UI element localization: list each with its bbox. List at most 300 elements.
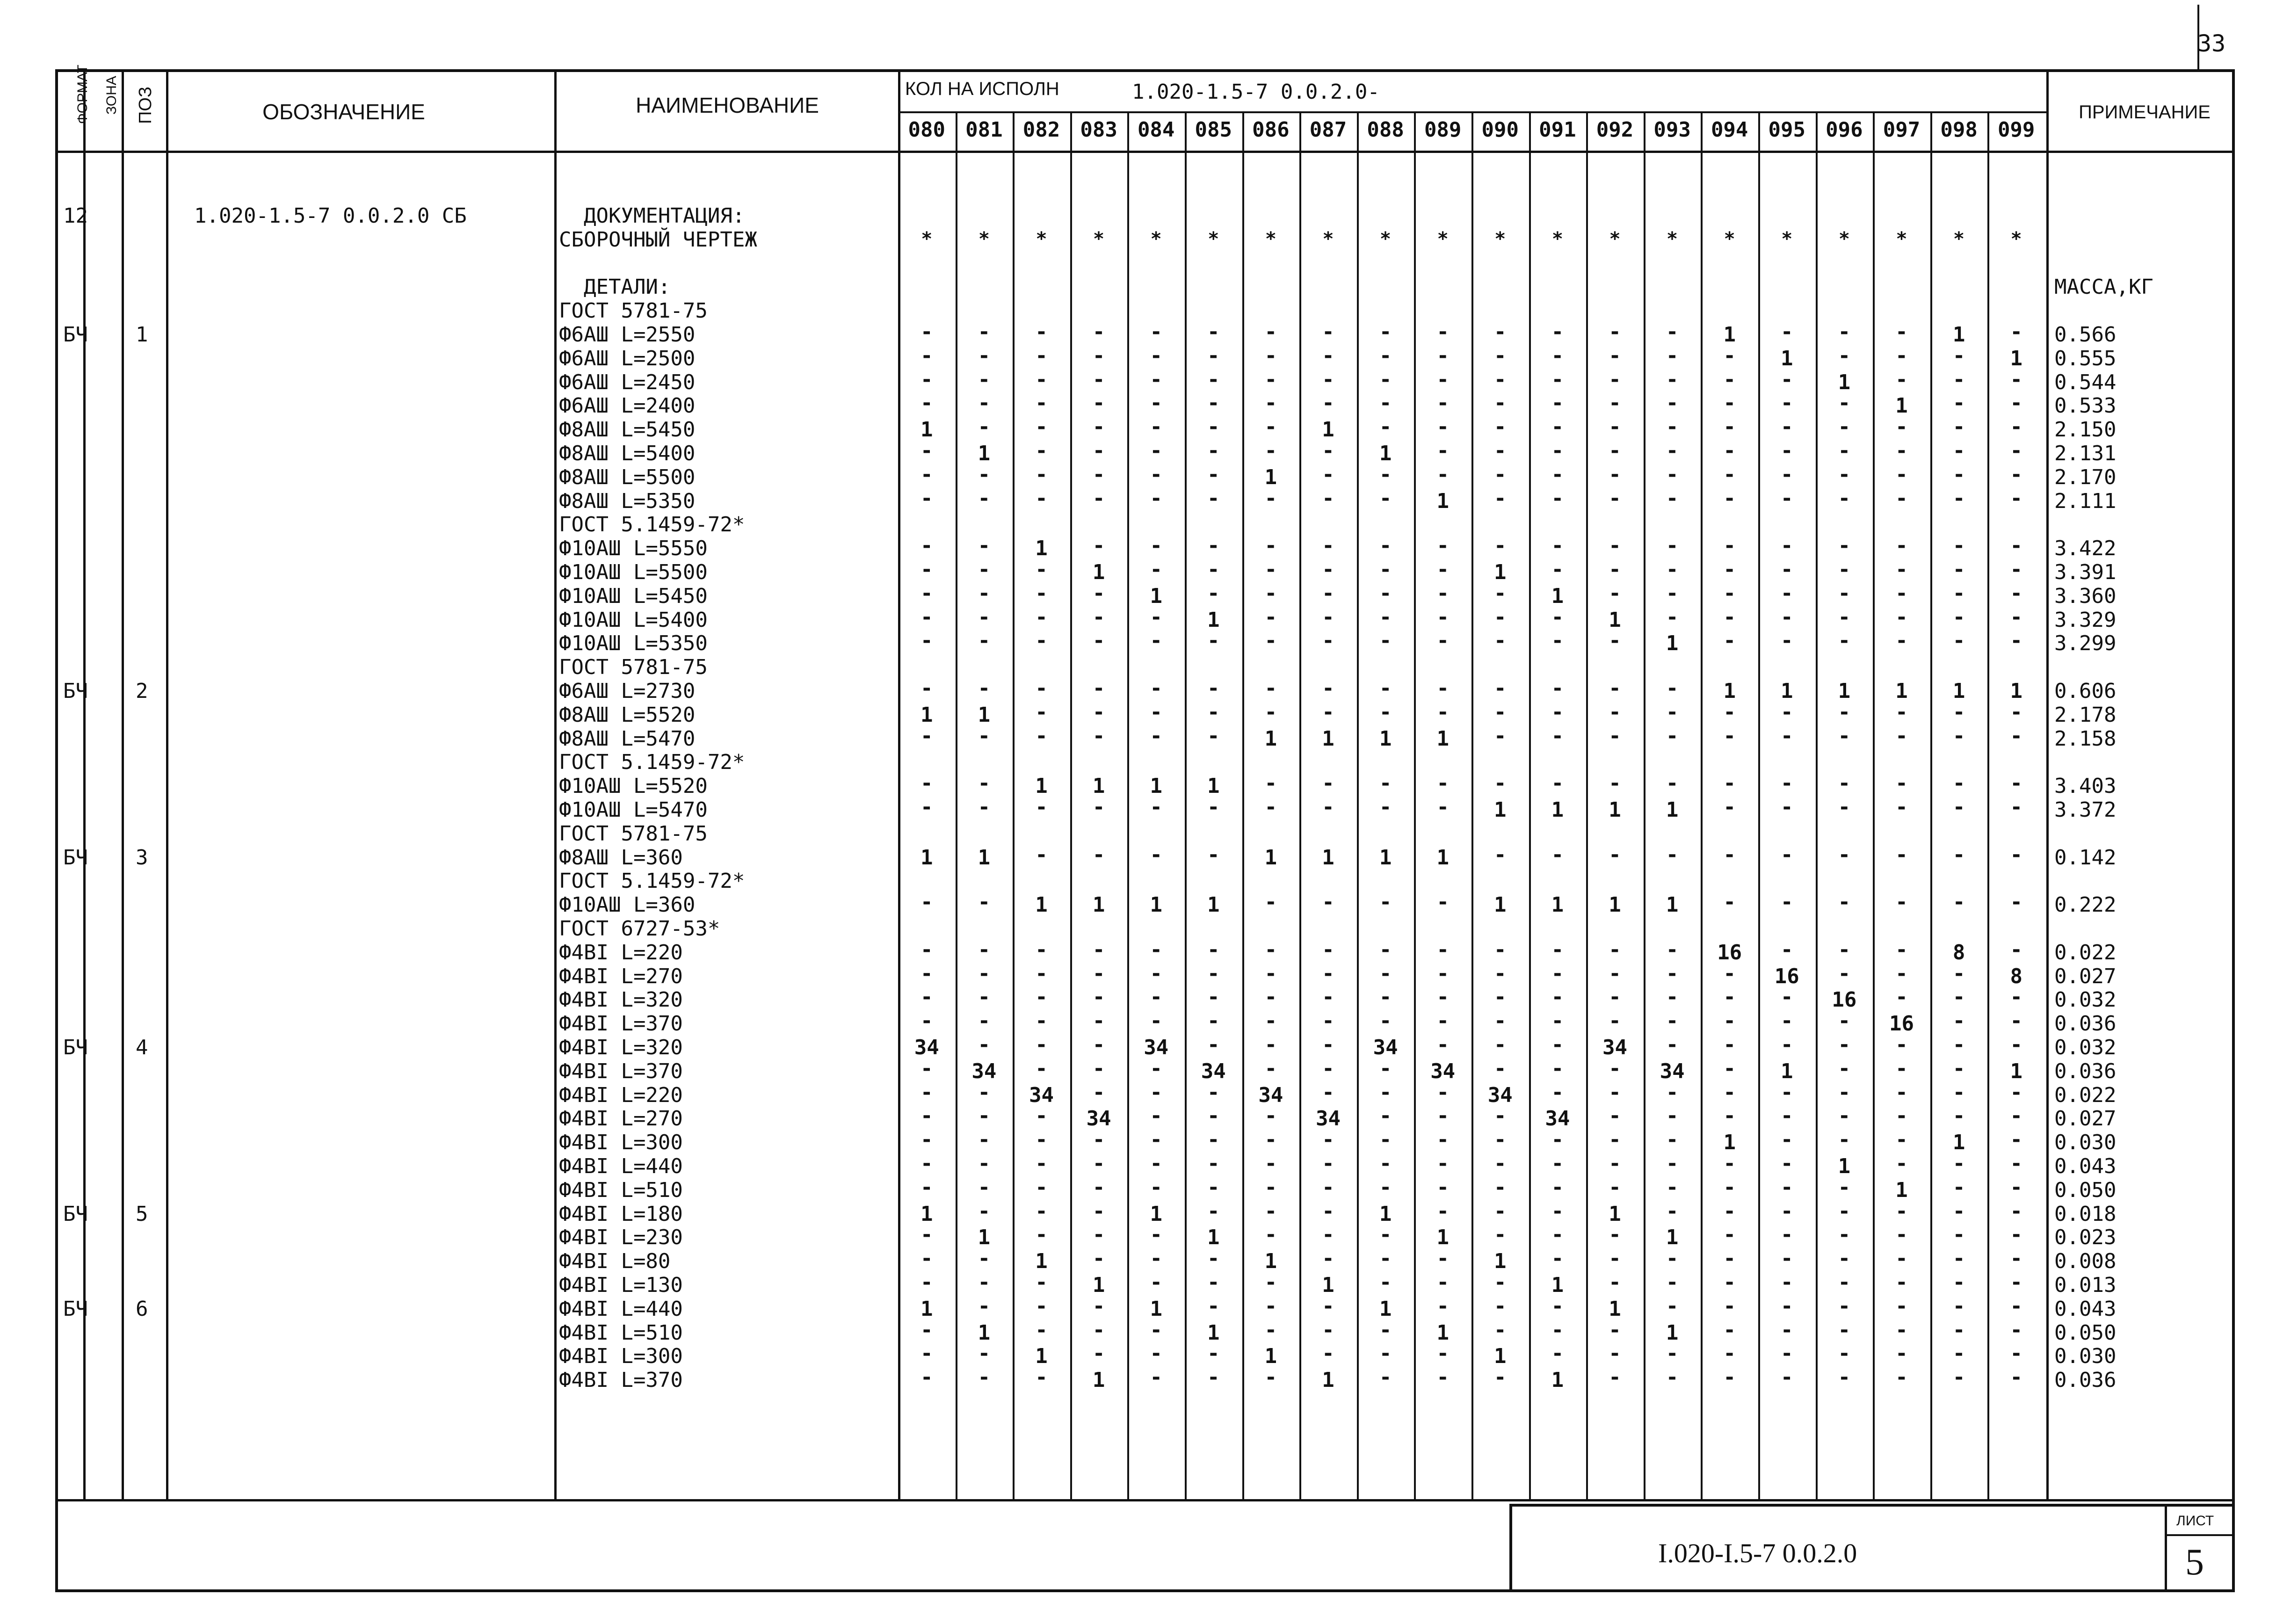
qty-cell-080: 1 bbox=[921, 1202, 933, 1226]
qty-cell-086: - bbox=[1264, 605, 1277, 629]
qty-cell-096: - bbox=[1838, 771, 1851, 796]
qty-cell-089: - bbox=[1436, 534, 1449, 558]
qty-cell-085: - bbox=[1207, 1247, 1220, 1271]
qty-cell-082: 1 bbox=[1035, 893, 1048, 917]
qty-cell-083: - bbox=[1092, 1056, 1105, 1080]
qty-cell-090: - bbox=[1494, 415, 1507, 439]
qty-cell-091: 1 bbox=[1551, 893, 1564, 917]
body-bottom bbox=[55, 1499, 2232, 1501]
header-zone: ЗОНА bbox=[104, 76, 119, 115]
qty-cell-083: - bbox=[1092, 1152, 1105, 1175]
variant-column-line bbox=[956, 111, 957, 1499]
qty-cell-092: - bbox=[1609, 1365, 1621, 1390]
qty-cell-087: - bbox=[1322, 391, 1334, 415]
qty-cell-086: - bbox=[1264, 676, 1277, 700]
qty-cell-086: - bbox=[1264, 937, 1277, 962]
qty-cell-085: - bbox=[1207, 676, 1220, 700]
qty-cell-084: 1 bbox=[1150, 1202, 1162, 1226]
qty-cell-084: - bbox=[1150, 1152, 1162, 1175]
qty-cell-082: 1 bbox=[1035, 536, 1048, 561]
qty-cell-082: - bbox=[1035, 1152, 1048, 1175]
qty-cell-098: 1 bbox=[1952, 323, 1965, 347]
qty-cell-091: 1 bbox=[1551, 1273, 1564, 1297]
qty-cell-080: 1 bbox=[921, 845, 933, 870]
qty-cell-093: - bbox=[1666, 1080, 1679, 1104]
qty-cell-083: 1 bbox=[1092, 1368, 1105, 1392]
qty-cell-088: - bbox=[1379, 1128, 1392, 1152]
qty-cell-088: 1 bbox=[1379, 1297, 1392, 1321]
qty-cell-088: - bbox=[1379, 1009, 1392, 1033]
qty-cell-090: 1 bbox=[1494, 560, 1507, 584]
qty-cell-086: * bbox=[1265, 228, 1276, 250]
row-name: Ф4BI L=320 bbox=[559, 1036, 683, 1059]
row-name: Ф10АШ L=5470 bbox=[559, 798, 708, 822]
qty-cell-093: - bbox=[1666, 676, 1679, 700]
qty-cell-090: - bbox=[1494, 605, 1507, 629]
row-name: Ф4BI L=440 bbox=[559, 1154, 683, 1178]
row-note-mass: 0.032 bbox=[2054, 988, 2117, 1012]
qty-cell-095: 16 bbox=[1774, 964, 1799, 988]
qty-cell-085: - bbox=[1207, 558, 1220, 581]
qty-cell-093: - bbox=[1666, 343, 1679, 368]
qty-cell-084: - bbox=[1150, 1128, 1162, 1152]
qty-cell-098: - bbox=[1952, 581, 1965, 605]
qty-cell-095: - bbox=[1781, 724, 1793, 748]
qty-cell-098: 1 bbox=[1952, 1131, 1965, 1155]
qty-cell-091: - bbox=[1551, 391, 1564, 415]
row-note-mass: 0.043 bbox=[2054, 1154, 2117, 1178]
qty-cell-085: - bbox=[1207, 343, 1220, 368]
qty-cell-082: - bbox=[1035, 486, 1048, 510]
qty-cell-088: - bbox=[1379, 890, 1392, 914]
qty-cell-092: - bbox=[1609, 629, 1621, 653]
variant-header-094: 094 bbox=[1711, 118, 1748, 142]
qty-cell-082: - bbox=[1035, 320, 1048, 344]
qty-cell-084: - bbox=[1150, 439, 1162, 463]
row-name: ГОСТ 5781-75 bbox=[559, 299, 708, 323]
qty-cell-087: - bbox=[1322, 534, 1334, 558]
qty-cell-080: - bbox=[921, 367, 933, 392]
qty-cell-093: - bbox=[1666, 439, 1679, 463]
qty-cell-094: - bbox=[1723, 462, 1736, 486]
qty-cell-092: - bbox=[1609, 937, 1621, 962]
row-note-mass: 0.027 bbox=[2054, 1107, 2117, 1131]
qty-cell-097: - bbox=[1895, 1341, 1908, 1366]
qty-cell-085: 1 bbox=[1207, 608, 1220, 632]
qty-cell-096: - bbox=[1838, 1128, 1851, 1152]
qty-cell-094: 1 bbox=[1723, 323, 1736, 347]
qty-cell-088: 1 bbox=[1379, 442, 1392, 465]
row-name: Ф8АШ L=5500 bbox=[559, 465, 696, 489]
qty-cell-092: - bbox=[1609, 367, 1621, 392]
qty-cell-095: - bbox=[1781, 700, 1793, 724]
qty-cell-093: - bbox=[1666, 605, 1679, 629]
qty-cell-089: - bbox=[1436, 1104, 1449, 1128]
variant-header-092: 092 bbox=[1596, 118, 1634, 142]
qty-cell-098: - bbox=[1952, 771, 1965, 796]
variant-column-line bbox=[1471, 111, 1473, 1499]
qty-cell-095: - bbox=[1781, 890, 1793, 914]
qty-cell-082: - bbox=[1035, 1175, 1048, 1199]
qty-cell-089: - bbox=[1436, 391, 1449, 415]
qty-cell-089: - bbox=[1436, 1128, 1449, 1152]
qty-cell-085: - bbox=[1207, 842, 1220, 867]
qty-cell-080: - bbox=[921, 1009, 933, 1033]
qty-cell-090: - bbox=[1494, 1223, 1507, 1247]
qty-cell-083: - bbox=[1092, 367, 1105, 392]
qty-cell-082: - bbox=[1035, 961, 1048, 986]
row-format: БЧ bbox=[63, 1202, 88, 1226]
variant-column-line bbox=[1930, 111, 1932, 1499]
qty-cell-083: - bbox=[1092, 1128, 1105, 1152]
qty-cell-084: - bbox=[1150, 1247, 1162, 1271]
row-note-mass: 0.022 bbox=[2054, 1083, 2117, 1107]
qty-cell-082: - bbox=[1035, 724, 1048, 748]
qty-cell-090: * bbox=[1494, 228, 1506, 250]
variant-column-line bbox=[1414, 111, 1416, 1499]
qty-cell-091: - bbox=[1551, 1033, 1564, 1057]
qty-cell-094: - bbox=[1723, 842, 1736, 867]
qty-cell-083: - bbox=[1092, 605, 1105, 629]
qty-cell-094: - bbox=[1723, 1175, 1736, 1199]
qty-cell-093: - bbox=[1666, 1365, 1679, 1390]
row-name: Ф8АШ L=5350 bbox=[559, 489, 696, 513]
qty-cell-091: - bbox=[1551, 320, 1564, 344]
qty-cell-085: - bbox=[1207, 1175, 1220, 1199]
qty-cell-091: - bbox=[1551, 676, 1564, 700]
qty-cell-087: 1 bbox=[1322, 1273, 1334, 1297]
qty-cell-095: - bbox=[1781, 462, 1793, 486]
qty-cell-099: - bbox=[2010, 320, 2022, 344]
qty-cell-096: - bbox=[1838, 1080, 1851, 1104]
qty-cell-084: - bbox=[1150, 558, 1162, 581]
qty-cell-095: - bbox=[1781, 486, 1793, 510]
qty-cell-096: - bbox=[1838, 534, 1851, 558]
qty-cell-095: - bbox=[1781, 1104, 1793, 1128]
qty-cell-096: - bbox=[1838, 1318, 1851, 1342]
qty-cell-098: - bbox=[1952, 700, 1965, 724]
qty-cell-092: - bbox=[1609, 320, 1621, 344]
qty-cell-093: - bbox=[1666, 1175, 1679, 1199]
qty-cell-087: - bbox=[1322, 1341, 1334, 1366]
variant-column-line bbox=[1644, 111, 1645, 1499]
qty-cell-097: - bbox=[1895, 439, 1908, 463]
qty-cell-096: - bbox=[1838, 1199, 1851, 1223]
qty-cell-097: - bbox=[1895, 1199, 1908, 1223]
qty-cell-099: - bbox=[2010, 724, 2022, 748]
qty-cell-092: - bbox=[1609, 1152, 1621, 1175]
qty-cell-080: - bbox=[921, 771, 933, 796]
qty-cell-092: - bbox=[1609, 961, 1621, 986]
row-note-mass: 0.027 bbox=[2054, 964, 2117, 988]
qty-cell-085: - bbox=[1207, 1009, 1220, 1033]
qty-cell-087: - bbox=[1322, 367, 1334, 392]
qty-cell-097: - bbox=[1895, 1056, 1908, 1080]
qty-cell-095: - bbox=[1781, 1341, 1793, 1366]
qty-cell-082: - bbox=[1035, 1009, 1048, 1033]
qty-cell-083: - bbox=[1092, 462, 1105, 486]
qty-cell-088: - bbox=[1379, 985, 1392, 1009]
qty-cell-083: - bbox=[1092, 700, 1105, 724]
qty-cell-086: - bbox=[1264, 795, 1277, 819]
qty-cell-083: - bbox=[1092, 842, 1105, 867]
sheet-cell-left bbox=[2165, 1504, 2167, 1589]
qty-cell-082: - bbox=[1035, 415, 1048, 439]
qty-cell-092: - bbox=[1609, 1341, 1621, 1366]
qty-cell-092: - bbox=[1609, 1175, 1621, 1199]
qty-cell-091: - bbox=[1551, 534, 1564, 558]
qty-cell-083: - bbox=[1092, 961, 1105, 986]
header-qty-label: КОЛ НА ИСПОЛН bbox=[905, 79, 1059, 99]
qty-cell-084: 1 bbox=[1150, 1297, 1162, 1321]
qty-cell-096: - bbox=[1838, 890, 1851, 914]
qty-cell-097: - bbox=[1895, 1033, 1908, 1057]
qty-cell-093: - bbox=[1666, 1009, 1679, 1033]
qty-cell-087: 34 bbox=[1316, 1107, 1341, 1131]
qty-cell-089: - bbox=[1436, 558, 1449, 581]
qty-cell-081: - bbox=[978, 1247, 991, 1271]
qty-cell-084: - bbox=[1150, 486, 1162, 510]
qty-cell-090: - bbox=[1494, 1270, 1507, 1294]
qty-cell-094: - bbox=[1723, 961, 1736, 986]
qty-cell-096: - bbox=[1838, 1033, 1851, 1057]
qty-cell-090: - bbox=[1494, 724, 1507, 748]
qty-cell-095: * bbox=[1781, 228, 1793, 250]
qty-cell-097: - bbox=[1895, 1080, 1908, 1104]
row-name: Ф4BI L=80 bbox=[559, 1249, 671, 1274]
qty-cell-081: 1 bbox=[978, 1225, 991, 1250]
qty-cell-093: - bbox=[1666, 985, 1679, 1009]
qty-cell-091: - bbox=[1551, 1080, 1564, 1104]
qty-cell-082: - bbox=[1035, 1294, 1048, 1318]
qty-cell-095: - bbox=[1781, 1199, 1793, 1223]
qty-cell-086: - bbox=[1264, 391, 1277, 415]
qty-cell-087: - bbox=[1322, 558, 1334, 581]
qty-cell-085: - bbox=[1207, 1270, 1220, 1294]
row-name: Ф4BI L=320 bbox=[559, 988, 683, 1012]
qty-cell-098: - bbox=[1952, 890, 1965, 914]
qty-cell-097: * bbox=[1896, 228, 1907, 250]
row-note-mass: 0.032 bbox=[2054, 1036, 2117, 1059]
qty-cell-085: - bbox=[1207, 1199, 1220, 1223]
qty-cell-082: - bbox=[1035, 676, 1048, 700]
row-note-mass: 0.022 bbox=[2054, 940, 2117, 964]
qty-cell-099: - bbox=[2010, 1294, 2022, 1318]
qty-cell-082: - bbox=[1035, 1128, 1048, 1152]
qty-cell-082: - bbox=[1035, 581, 1048, 605]
qty-cell-098: - bbox=[1952, 462, 1965, 486]
qty-cell-096: - bbox=[1838, 1341, 1851, 1366]
qty-cell-097: - bbox=[1895, 1318, 1908, 1342]
variant-header-093: 093 bbox=[1653, 118, 1691, 142]
qty-cell-098: - bbox=[1952, 343, 1965, 368]
qty-cell-098: - bbox=[1952, 1223, 1965, 1247]
qty-cell-099: - bbox=[2010, 367, 2022, 392]
qty-cell-089: - bbox=[1436, 629, 1449, 653]
qty-cell-099: - bbox=[2010, 1080, 2022, 1104]
row-note-mass: 0.043 bbox=[2054, 1297, 2117, 1321]
qty-cell-087: - bbox=[1322, 700, 1334, 724]
qty-cell-091: - bbox=[1551, 486, 1564, 510]
qty-cell-092: - bbox=[1609, 1318, 1621, 1342]
qty-cell-098: - bbox=[1952, 534, 1965, 558]
qty-cell-090: - bbox=[1494, 985, 1507, 1009]
qty-cell-080: - bbox=[921, 1318, 933, 1342]
header-note: ПРИМЕЧАНИЕ bbox=[2079, 102, 2211, 123]
row-note-mass: 2.131 bbox=[2054, 442, 2117, 465]
qty-cell-093: 1 bbox=[1666, 893, 1679, 917]
qty-cell-084: - bbox=[1150, 842, 1162, 867]
qty-cell-097: - bbox=[1895, 367, 1908, 392]
qty-cell-081: - bbox=[978, 1009, 991, 1033]
qty-cell-098: 1 bbox=[1952, 679, 1965, 703]
qty-cell-086: 1 bbox=[1264, 1344, 1277, 1369]
qty-cell-084: - bbox=[1150, 961, 1162, 986]
qty-cell-098: - bbox=[1952, 558, 1965, 581]
qty-cell-090: - bbox=[1494, 676, 1507, 700]
qty-cell-099: - bbox=[2010, 462, 2022, 486]
qty-cell-094: - bbox=[1723, 1104, 1736, 1128]
qty-cell-088: - bbox=[1379, 937, 1392, 962]
qty-cell-091: - bbox=[1551, 1056, 1564, 1080]
qty-cell-096: - bbox=[1838, 558, 1851, 581]
qty-cell-087: - bbox=[1322, 343, 1334, 368]
qty-cell-098: * bbox=[1953, 228, 1965, 250]
qty-cell-093: - bbox=[1666, 367, 1679, 392]
qty-cell-083: - bbox=[1092, 1294, 1105, 1318]
qty-cell-088: - bbox=[1379, 367, 1392, 392]
row-name: ГОСТ 5781-75 bbox=[559, 821, 708, 846]
qty-cell-096: - bbox=[1838, 1056, 1851, 1080]
row-note-mass: 3.299 bbox=[2054, 631, 2117, 656]
qty-cell-087: - bbox=[1322, 605, 1334, 629]
row-note-mass: 0.036 bbox=[2054, 1012, 2117, 1036]
row-name: Ф4BI L=300 bbox=[559, 1131, 683, 1155]
qty-cell-093: 1 bbox=[1666, 1225, 1679, 1250]
qty-cell-081: - bbox=[978, 724, 991, 748]
qty-cell-090: - bbox=[1494, 1318, 1507, 1342]
qty-cell-088: - bbox=[1379, 1341, 1392, 1366]
qty-cell-082: 1 bbox=[1035, 1249, 1048, 1274]
qty-cell-087: - bbox=[1322, 1318, 1334, 1342]
qty-cell-091: - bbox=[1551, 1318, 1564, 1342]
qty-cell-081: - bbox=[978, 415, 991, 439]
qty-cell-094: - bbox=[1723, 771, 1736, 796]
qty-cell-089: - bbox=[1436, 795, 1449, 819]
qty-cell-098: - bbox=[1952, 1033, 1965, 1057]
qty-cell-081: - bbox=[978, 1152, 991, 1175]
qty-cell-086: 1 bbox=[1264, 465, 1277, 489]
qty-cell-091: 1 bbox=[1551, 584, 1564, 608]
qty-cell-089: - bbox=[1436, 1294, 1449, 1318]
qty-cell-094: - bbox=[1723, 1223, 1736, 1247]
qty-cell-092: 1 bbox=[1609, 798, 1621, 822]
qty-cell-098: - bbox=[1952, 961, 1965, 986]
qty-cell-099: - bbox=[2010, 1033, 2022, 1057]
qty-cell-099: - bbox=[2010, 985, 2022, 1009]
qty-cell-087: - bbox=[1322, 1294, 1334, 1318]
qty-cell-092: - bbox=[1609, 700, 1621, 724]
qty-cell-094: - bbox=[1723, 391, 1736, 415]
qty-cell-084: - bbox=[1150, 343, 1162, 368]
qty-cell-096: - bbox=[1838, 343, 1851, 368]
variant-column-line bbox=[1357, 111, 1359, 1499]
qty-cell-098: - bbox=[1952, 391, 1965, 415]
qty-cell-086: - bbox=[1264, 890, 1277, 914]
qty-cell-093: - bbox=[1666, 1128, 1679, 1152]
qty-cell-082: 34 bbox=[1029, 1083, 1054, 1107]
qty-cell-097: - bbox=[1895, 1152, 1908, 1175]
qty-cell-086: - bbox=[1264, 1033, 1277, 1057]
variant-header-097: 097 bbox=[1883, 118, 1921, 142]
qty-cell-096: - bbox=[1838, 629, 1851, 653]
qty-cell-098: - bbox=[1952, 1104, 1965, 1128]
row-position: 4 bbox=[136, 1036, 148, 1059]
variant-header-098: 098 bbox=[1940, 118, 1978, 142]
qty-cell-083: - bbox=[1092, 629, 1105, 653]
row-format: 12 bbox=[63, 204, 88, 228]
qty-cell-081: - bbox=[978, 961, 991, 986]
qty-cell-096: - bbox=[1838, 937, 1851, 962]
qty-cell-094: - bbox=[1723, 1294, 1736, 1318]
qty-cell-087: - bbox=[1322, 937, 1334, 962]
qty-cell-091: - bbox=[1551, 961, 1564, 986]
qty-cell-097: - bbox=[1895, 462, 1908, 486]
qty-cell-087: - bbox=[1322, 1128, 1334, 1152]
qty-cell-097: - bbox=[1895, 795, 1908, 819]
qty-cell-097: 1 bbox=[1895, 679, 1908, 703]
qty-cell-094: - bbox=[1723, 558, 1736, 581]
qty-cell-081: - bbox=[978, 367, 991, 392]
row-position: 1 bbox=[136, 323, 148, 347]
header-format: ФОРМАТ bbox=[75, 65, 90, 124]
qty-cell-094: - bbox=[1723, 439, 1736, 463]
qty-cell-090: - bbox=[1494, 581, 1507, 605]
qty-cell-080: * bbox=[921, 228, 933, 250]
qty-cell-098: - bbox=[1952, 367, 1965, 392]
qty-cell-083: 1 bbox=[1092, 893, 1105, 917]
qty-cell-080: - bbox=[921, 462, 933, 486]
qty-cell-094: - bbox=[1723, 581, 1736, 605]
variant-column-line bbox=[1987, 111, 1989, 1499]
qty-cell-098: - bbox=[1952, 1318, 1965, 1342]
row-name: Ф6АШ L=2450 bbox=[559, 370, 696, 394]
qty-cell-094: - bbox=[1723, 1247, 1736, 1271]
qty-cell-084: - bbox=[1150, 391, 1162, 415]
qty-cell-094: - bbox=[1723, 415, 1736, 439]
qty-cell-082: - bbox=[1035, 1056, 1048, 1080]
qty-cell-088: - bbox=[1379, 391, 1392, 415]
qty-cell-091: - bbox=[1551, 343, 1564, 368]
row-name: Ф4BI L=220 bbox=[559, 1083, 683, 1107]
title-block-top bbox=[1509, 1504, 2232, 1507]
qty-cell-080: - bbox=[921, 1080, 933, 1104]
qty-cell-092: - bbox=[1609, 1056, 1621, 1080]
qty-cell-088: * bbox=[1380, 228, 1392, 250]
qty-cell-083: - bbox=[1092, 486, 1105, 510]
qty-cell-081: - bbox=[978, 1199, 991, 1223]
qty-cell-081: - bbox=[978, 605, 991, 629]
qty-cell-098: - bbox=[1952, 1247, 1965, 1271]
qty-cell-087: - bbox=[1322, 1199, 1334, 1223]
qty-cell-088: - bbox=[1379, 1247, 1392, 1271]
qty-cell-092: - bbox=[1609, 842, 1621, 867]
qty-cell-085: - bbox=[1207, 462, 1220, 486]
frame-right bbox=[2232, 69, 2235, 1589]
qty-cell-087: - bbox=[1322, 320, 1334, 344]
qty-cell-082: - bbox=[1035, 1270, 1048, 1294]
qty-cell-086: - bbox=[1264, 1223, 1277, 1247]
